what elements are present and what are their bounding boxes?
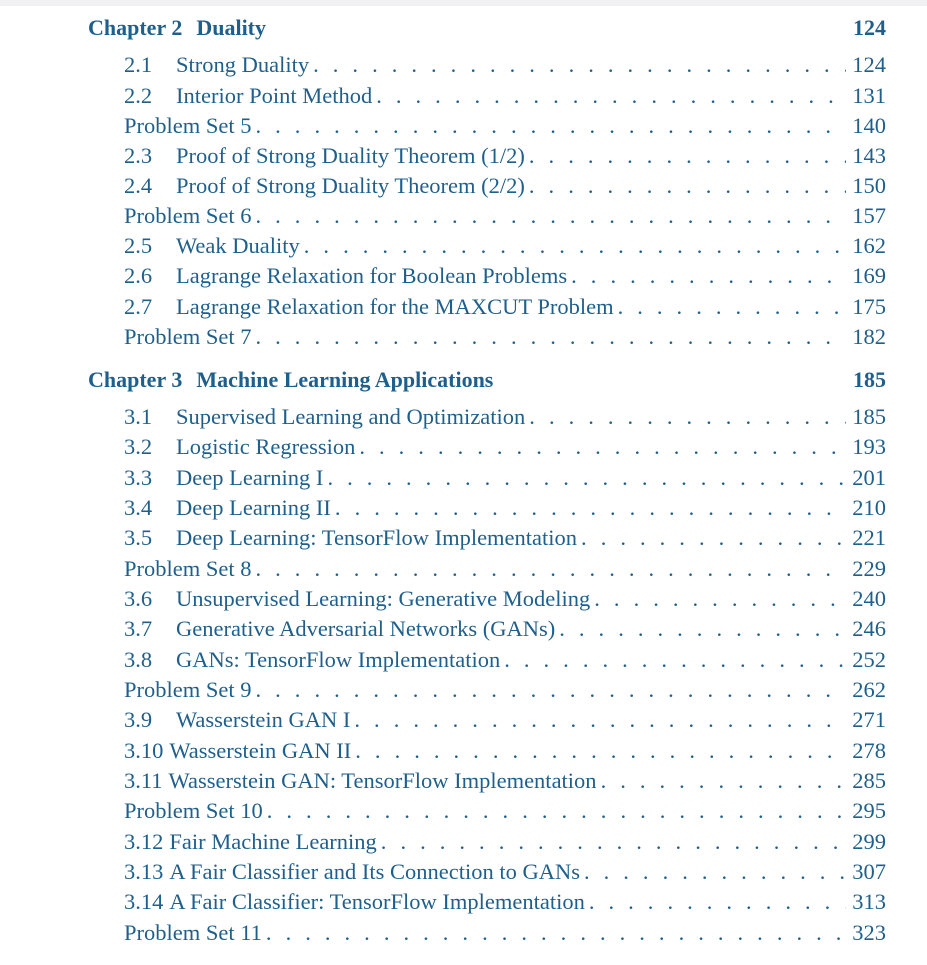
- toc-entry[interactable]: [124, 858, 886, 886]
- dot-leader: [559, 615, 846, 643]
- section-title: Proof of Strong Duality Theorem (2/2): [176, 173, 525, 198]
- section-title: Wasserstein GAN II: [169, 738, 352, 763]
- toc-entry[interactable]: [124, 585, 886, 613]
- section-page: 201: [852, 465, 886, 490]
- section-title: Deep Learning I: [176, 465, 324, 490]
- section-page: 313: [852, 889, 886, 914]
- dot-leader: [256, 555, 847, 583]
- toc-entry[interactable]: [124, 464, 886, 492]
- section-page: 150: [852, 173, 886, 198]
- section-number: 2.4: [124, 173, 153, 198]
- section-number: 2.1: [124, 52, 153, 77]
- dot-leader: [584, 858, 846, 886]
- section-title: Wasserstein GAN I: [176, 707, 351, 732]
- dot-leader: [618, 293, 847, 321]
- toc-entry[interactable]: [124, 615, 886, 643]
- section-title: Problem Set 9: [124, 677, 252, 702]
- section-title: Fair Machine Learning: [169, 829, 377, 854]
- section-number: 3.12: [124, 829, 164, 854]
- section-title: Wasserstein GAN: TensorFlow Implementation: [168, 768, 597, 793]
- section-title: GANs: TensorFlow Implementation: [176, 647, 501, 672]
- section-number: 3.2: [124, 434, 153, 459]
- chapter-heading[interactable]: [88, 366, 886, 394]
- section-page: 221: [852, 525, 886, 550]
- toc-entry[interactable]: [124, 706, 886, 734]
- dot-leader: [267, 797, 847, 825]
- dot-leader: [504, 646, 846, 674]
- section-title: Deep Learning: TensorFlow Implementation: [176, 525, 578, 550]
- section-number: 2.3: [124, 143, 153, 168]
- section-title: Supervised Learning and Optimization: [176, 404, 526, 429]
- dot-leader: [381, 828, 846, 856]
- dot-leader: [594, 585, 846, 613]
- chapter-label: Chapter 3: [88, 367, 183, 392]
- section-page: 182: [852, 324, 886, 349]
- section-page: 307: [852, 859, 886, 884]
- dot-leader: [313, 51, 846, 79]
- section-page: 185: [852, 404, 886, 429]
- section-page: 262: [852, 677, 886, 702]
- section-number: 3.6: [124, 586, 153, 611]
- section-title: Lagrange Relaxation for Boolean Problems: [176, 263, 568, 288]
- chapter-title-group: [88, 14, 266, 42]
- section-page: 143: [852, 143, 886, 168]
- section-number: 3.4: [124, 495, 153, 520]
- dot-leader: [266, 919, 846, 947]
- chapter-title-group: [88, 366, 493, 394]
- dot-leader: [355, 737, 846, 765]
- section-title: Problem Set 10: [124, 798, 263, 823]
- toc-entry[interactable]: [124, 433, 886, 461]
- toc-entry[interactable]: [124, 51, 886, 79]
- section-page: 131: [852, 83, 886, 108]
- section-title: Strong Duality: [176, 52, 310, 77]
- dot-leader: [256, 112, 847, 140]
- toc-entry[interactable]: [124, 172, 886, 200]
- section-title: Proof of Strong Duality Theorem (1/2): [176, 143, 525, 168]
- section-number: 3.7: [124, 616, 153, 641]
- page-top-border: [0, 0, 927, 6]
- section-number: 2.5: [124, 233, 153, 258]
- section-page: 162: [852, 233, 886, 258]
- section-number: 3.13: [124, 859, 164, 884]
- section-number: 2.7: [124, 294, 153, 319]
- toc-entry[interactable]: [124, 494, 886, 522]
- toc-entry[interactable]: [124, 293, 886, 321]
- dot-leader: [304, 232, 846, 260]
- dot-leader: [376, 82, 846, 110]
- section-title: A Fair Classifier: TensorFlow Implementation: [169, 889, 585, 914]
- section-title: Generative Adversarial Networks (GANs): [176, 616, 556, 641]
- section-page: 169: [852, 263, 886, 288]
- section-page: 124: [852, 52, 886, 77]
- dot-leader: [256, 676, 847, 704]
- section-page: 278: [852, 738, 886, 763]
- toc-entry-problem-set[interactable]: [124, 112, 886, 140]
- section-title: Problem Set 6: [124, 203, 252, 228]
- dot-leader: [529, 172, 846, 200]
- chapter-label: Chapter 2: [88, 15, 183, 40]
- dot-leader: [581, 524, 846, 552]
- section-number: 3.11: [124, 768, 163, 793]
- section-title: Unsupervised Learning: Generative Modeling: [176, 586, 591, 611]
- section-page: 299: [852, 829, 886, 854]
- section-page: 252: [852, 647, 886, 672]
- dot-leader: [529, 142, 846, 170]
- section-title: Deep Learning II: [176, 495, 331, 520]
- section-number: 2.6: [124, 263, 153, 288]
- section-title: Problem Set 5: [124, 113, 252, 138]
- section-page: 295: [852, 798, 886, 823]
- section-title: Interior Point Method: [176, 83, 373, 108]
- section-title: Problem Set 8: [124, 556, 252, 581]
- toc-entry[interactable]: [124, 82, 886, 110]
- toc-entry[interactable]: [124, 232, 886, 260]
- toc-entry-problem-set[interactable]: [124, 202, 886, 230]
- section-number: 3.14: [124, 889, 164, 914]
- dot-leader: [354, 706, 846, 734]
- toc-entry-problem-set[interactable]: [124, 323, 886, 351]
- section-page: 193: [852, 434, 886, 459]
- section-title: A Fair Classifier and Its Connection to GANs: [169, 859, 580, 884]
- section-title: Problem Set 7: [124, 324, 252, 349]
- section-page: 229: [852, 556, 886, 581]
- chapter-title: Machine Learning Applications: [196, 367, 494, 392]
- dot-leader: [256, 323, 847, 351]
- dot-leader: [256, 202, 847, 230]
- toc-entry[interactable]: [124, 262, 886, 290]
- section-number: 3.3: [124, 465, 153, 490]
- section-page: 210: [852, 495, 886, 520]
- section-number: 3.1: [124, 404, 153, 429]
- toc-entry-problem-set[interactable]: [124, 676, 886, 704]
- dot-leader: [601, 767, 847, 795]
- section-number: 3.8: [124, 647, 153, 672]
- chapter-heading[interactable]: [88, 14, 886, 42]
- section-number: 3.5: [124, 525, 153, 550]
- section-page: 175: [852, 294, 886, 319]
- toc-entry-problem-set[interactable]: [124, 919, 886, 947]
- toc-entry-problem-set[interactable]: [124, 797, 886, 825]
- section-page: 240: [852, 586, 886, 611]
- section-title: Logistic Regression: [176, 434, 356, 459]
- dot-leader: [327, 464, 846, 492]
- chapter-page: 124: [853, 15, 886, 40]
- chapter-title: Duality: [196, 15, 267, 40]
- section-page: 246: [852, 616, 886, 641]
- toc-entry[interactable]: [124, 828, 886, 856]
- toc-entry-problem-set[interactable]: [124, 555, 886, 583]
- dot-leader: [359, 433, 846, 461]
- toc-entry[interactable]: [124, 767, 886, 795]
- section-page: 285: [852, 768, 886, 793]
- section-page: 271: [852, 707, 886, 732]
- toc-entry[interactable]: [124, 403, 886, 431]
- section-page: 140: [852, 113, 886, 138]
- section-number: 3.9: [124, 707, 153, 732]
- toc-entry[interactable]: [124, 142, 886, 170]
- section-title: Problem Set 11: [124, 920, 262, 945]
- toc-entry[interactable]: [124, 737, 886, 765]
- section-page: 157: [852, 203, 886, 228]
- section-number: 2.2: [124, 83, 153, 108]
- dot-leader: [335, 494, 846, 522]
- dot-leader: [571, 262, 846, 290]
- toc-entry[interactable]: [124, 646, 886, 674]
- section-number: 3.10: [124, 738, 164, 763]
- toc-entry[interactable]: [124, 888, 886, 916]
- chapter-page: 185: [853, 367, 886, 392]
- toc-entry[interactable]: [124, 524, 886, 552]
- section-page: 323: [852, 920, 886, 945]
- dot-leader: [589, 888, 846, 916]
- dot-leader: [529, 403, 846, 431]
- section-title: Lagrange Relaxation for the MAXCUT Problem: [176, 294, 614, 319]
- section-title: Weak Duality: [176, 233, 300, 258]
